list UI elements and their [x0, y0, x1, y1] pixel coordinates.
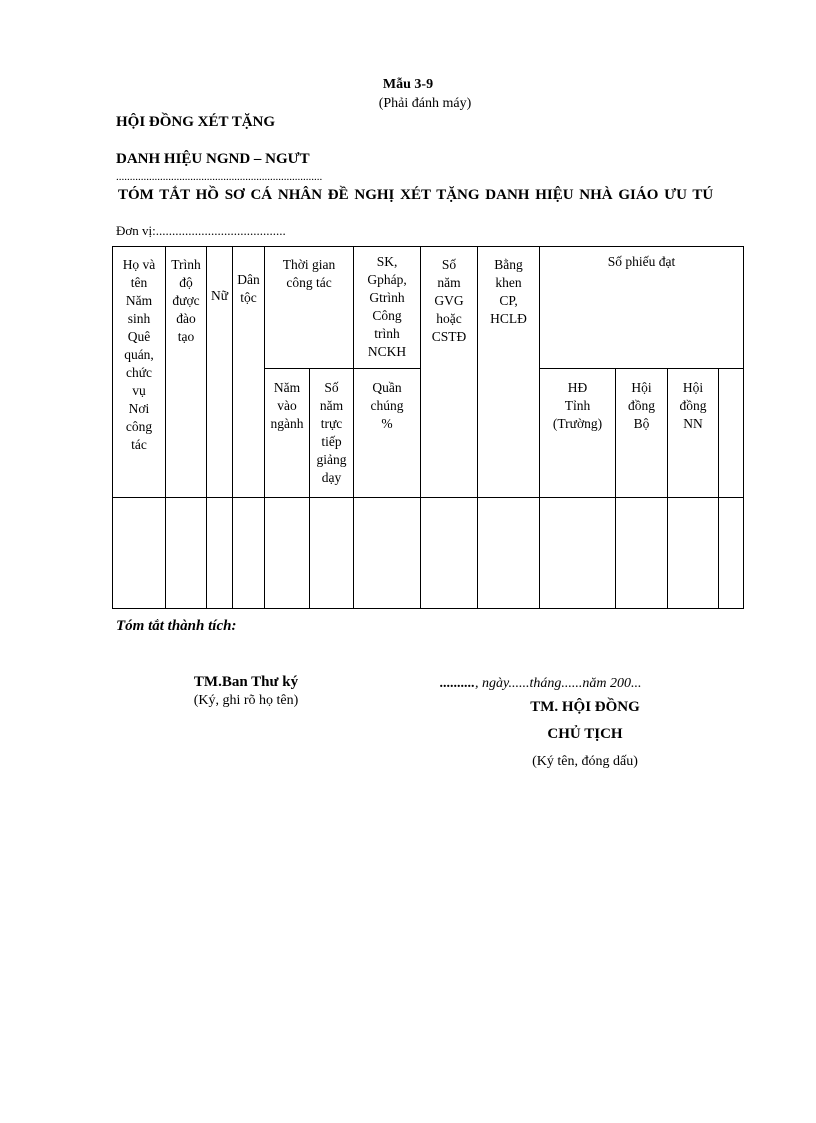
header-line: Hội — [682, 380, 704, 395]
sub-years-teach-cell — [310, 369, 354, 498]
secretary-sign-note: (Ký, ghi rõ họ tên) — [193, 693, 299, 708]
header-line: giảng — [316, 452, 347, 467]
header-line: GVG — [434, 293, 464, 308]
sub-years-in-cell — [265, 369, 310, 498]
header-votes-cell — [540, 247, 744, 369]
header-line: HCLĐ — [490, 311, 527, 326]
dotted-line: ........................................................................... — [116, 171, 323, 183]
form-note: (Phải đánh máy) — [378, 96, 472, 111]
header-line: SK, — [376, 254, 398, 269]
header-award-lines — [478, 256, 539, 328]
header-research-lines — [354, 253, 420, 361]
header-female: Nữ — [210, 288, 229, 303]
header-line: CP, — [499, 293, 518, 308]
header-line: Trình — [171, 257, 201, 272]
table-cell — [478, 498, 540, 609]
document-title: TÓM TẮT HỒ SƠ CÁ NHÂN ĐỀ NGHỊ XÉT TẶNG DANH HIỆU NHÀ GIÁO ƯU TÚ — [118, 187, 714, 203]
header-line: Quần — [372, 380, 402, 395]
table-row — [113, 498, 744, 609]
header-line: HĐ — [567, 380, 588, 395]
sub-years-teach-lines — [310, 379, 353, 487]
table-cell — [233, 498, 265, 609]
date-dots: .......... — [440, 676, 475, 691]
header-level-lines — [166, 256, 206, 346]
header-line: Họ và — [122, 257, 156, 272]
summary-label: Tóm tắt thành tích: — [116, 618, 237, 634]
header-line: Năm — [125, 293, 153, 308]
sub-hd-province-lines — [540, 379, 615, 433]
header-research-cell — [354, 247, 421, 369]
secretary-title: TM.Ban Thư ký — [193, 674, 299, 690]
header-line: đồng — [628, 398, 656, 413]
sub-public-cell — [354, 369, 421, 498]
table-cell — [265, 498, 310, 609]
header-line: quán, — [124, 347, 154, 362]
chair-sign-note: (Ký tên, đóng dấu) — [532, 754, 638, 769]
header-line: công — [125, 419, 153, 434]
header-line: Bằng — [494, 257, 523, 272]
header-line: trực — [320, 416, 343, 431]
header-line: Số — [441, 257, 457, 272]
header-line: CSTĐ — [431, 329, 467, 344]
header-worktime-cell — [265, 247, 354, 369]
table-cell — [540, 498, 616, 609]
header-line: Gtrình — [369, 290, 405, 305]
council-heading: HỘI ĐỒNG XÉT TẶNG — [116, 114, 276, 130]
header-line: Nơi — [128, 401, 150, 416]
sub-state-cell — [668, 369, 719, 498]
header-ethnic-cell — [233, 247, 265, 498]
header-worktime-lines — [265, 256, 353, 292]
header-level-cell — [166, 247, 207, 498]
table-cell — [616, 498, 668, 609]
date-text: , ngày......tháng......năm 200... — [475, 676, 642, 691]
header-line: tộc — [240, 290, 257, 305]
header-line: vụ — [132, 383, 146, 398]
sub-ministry-lines — [616, 379, 667, 433]
header-line: trình — [374, 326, 400, 341]
header-line: Thời gian — [282, 257, 336, 272]
header-gvg-cell — [421, 247, 478, 498]
header-line: vào — [277, 398, 297, 413]
header-line: dạy — [321, 470, 342, 485]
header-line: năm — [437, 275, 461, 290]
sub-hd-province-cell — [540, 369, 616, 498]
table-cell — [421, 498, 478, 609]
table-cell — [354, 498, 421, 609]
header-line: Gpháp, — [367, 272, 407, 287]
table-cell — [207, 498, 233, 609]
header-line: Hội — [631, 380, 652, 395]
sub-years-in-lines — [265, 379, 309, 433]
header-line: được — [172, 293, 200, 308]
sub-ministry-cell — [616, 369, 668, 498]
header-line: NCKH — [367, 344, 407, 359]
table-cell — [310, 498, 354, 609]
header-line: tạo — [177, 329, 195, 344]
header-line: độ — [179, 275, 193, 290]
header-line: % — [381, 416, 393, 431]
header-line: công tác — [286, 275, 332, 290]
header-line: Công — [372, 308, 402, 323]
chair-title: CHỦ TỊCH — [547, 726, 623, 742]
header-line: chúng — [370, 398, 404, 413]
header-line: (Trường) — [552, 416, 603, 431]
header-female-cell — [207, 247, 233, 498]
header-name-cell — [113, 247, 166, 498]
header-line: chức — [125, 365, 153, 380]
header-line: Số — [324, 380, 339, 395]
sub-state-lines — [668, 379, 718, 433]
header-line: hoặc — [436, 311, 462, 326]
header-line: Quê — [127, 329, 151, 344]
header-line: ngành — [270, 416, 304, 431]
header-line: tên — [130, 275, 148, 290]
sub-empty-cell — [719, 369, 744, 498]
header-gvg-lines — [421, 256, 477, 346]
header-award-cell — [478, 247, 540, 498]
header-line: Năm — [273, 380, 301, 395]
form-code: Mẫu 3-9 — [382, 77, 434, 92]
header-votes: Số phiếu đạt — [607, 254, 676, 269]
award-heading: DANH HIỆU NGND – NGƯT — [116, 151, 310, 167]
header-line: khen — [495, 275, 522, 290]
header-line: tác — [131, 437, 147, 452]
header-line: Dân — [237, 272, 260, 287]
header-line: đồng — [679, 398, 707, 413]
table-cell — [166, 498, 207, 609]
table-cell — [668, 498, 719, 609]
header-line: năm — [319, 398, 344, 413]
date-line — [440, 676, 641, 692]
header-line: NN — [683, 416, 703, 431]
unit-field: Đơn vị:........................................ — [116, 223, 286, 238]
header-line: Tỉnh — [564, 398, 591, 413]
header-line: đào — [176, 311, 196, 326]
table-cell — [113, 498, 166, 609]
header-line: Bộ — [633, 416, 650, 431]
nomination-table — [112, 246, 744, 609]
header-name-lines — [113, 256, 165, 454]
header-line: sinh — [127, 311, 151, 326]
council-sign-title: TM. HỘI ĐỒNG — [530, 699, 640, 715]
header-line: tiếp — [321, 434, 342, 449]
sub-public-lines — [354, 379, 420, 433]
table-cell — [719, 498, 744, 609]
header-ethnic-lines — [233, 271, 264, 307]
